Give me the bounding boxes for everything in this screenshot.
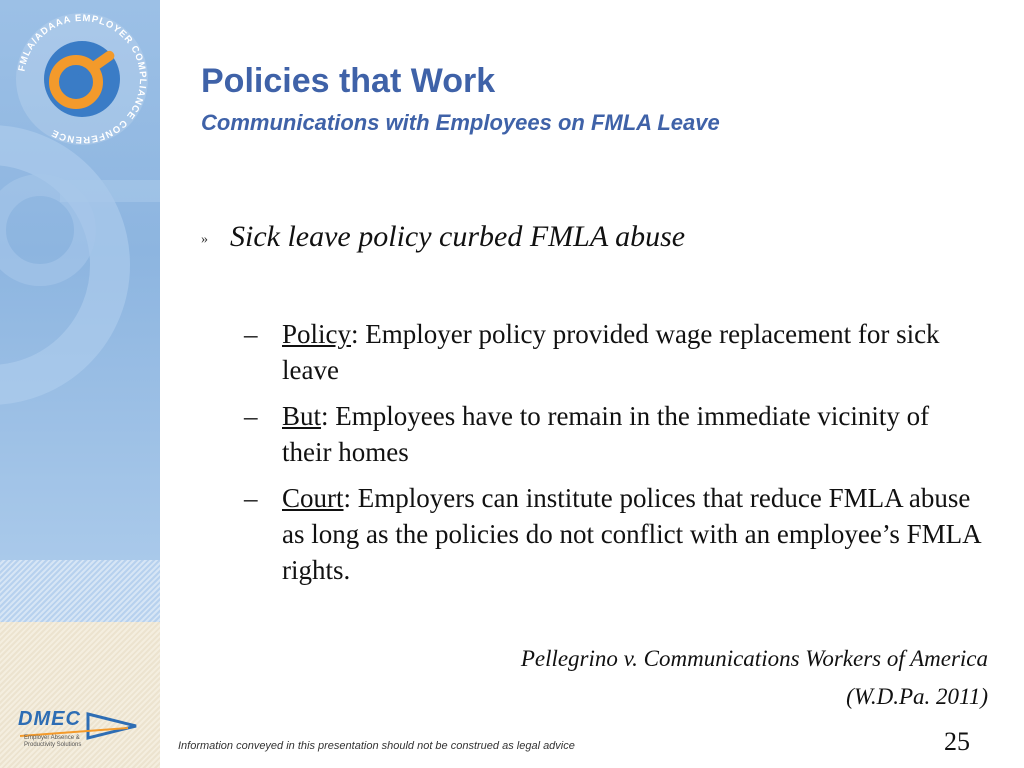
slide-number: 25 [944, 727, 970, 756]
slide-subtitle: Communications with Employees on FMLA Leave [201, 110, 720, 135]
citation-court-year: (W.D.Pa. 2011) [846, 684, 988, 709]
sub-item-text: : Employers can institute polices that reduce FMLA abuse as long as the policies do not conflict with an employee’s FMLA rights. [282, 483, 981, 585]
legal-disclaimer: Information conveyed in this presentation should not be construed as legal advice [178, 740, 575, 752]
main-bullet-text: Sick leave policy curbed FMLA abuse [230, 220, 686, 253]
bullet-marker: » [201, 232, 208, 247]
sub-item-label: But [282, 401, 322, 431]
conference-logo [12, 4, 152, 154]
sub-item-text: : Employer policy provided wage replacement for sick leave [282, 319, 940, 385]
sub-item-dash: – [244, 401, 258, 431]
dmec-logo [18, 708, 148, 758]
sub-item-label: Policy [282, 319, 352, 349]
citation-case-name: Pellegrino v. Communications Workers of America [520, 646, 988, 671]
sub-item-label: Court [282, 483, 344, 513]
sub-item-text: : Employees have to remain in the immediate vicinity of their homes [282, 401, 930, 467]
logo-ring-text: FMLA/ADAAA EMPLOYER COMPLIANCE CONFERENCE [16, 12, 149, 146]
dmec-logo-text: DMEC [18, 708, 81, 730]
sidebar [0, 0, 160, 768]
sidebar-stripes [0, 560, 160, 622]
sub-item-dash: – [244, 319, 258, 349]
sub-item-dash: – [244, 483, 258, 513]
slide-title: Policies that Work [201, 62, 496, 100]
dmec-logo-subtext: Employer Absence & Productivity Solutions [24, 735, 82, 748]
